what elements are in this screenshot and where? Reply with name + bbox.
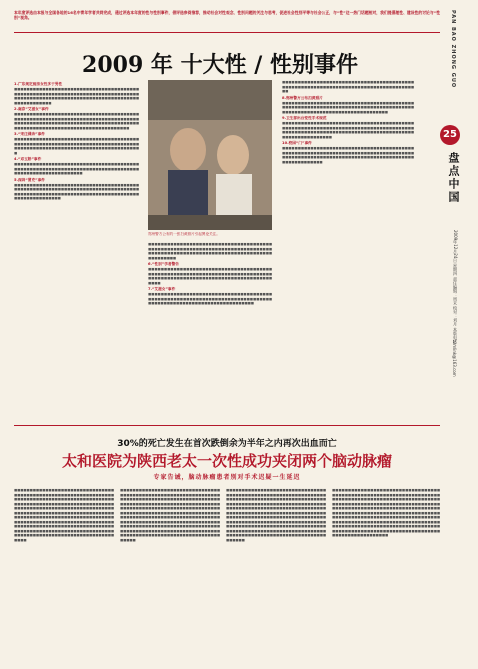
event-5-title: 5.深圳“冒充”事件 — [14, 177, 45, 182]
event-6-body: ■■■■■■■■■■■■■■■■■■■■■■■■■■■■■■■■■■■■■■■■■■■■■■■■■■■■■■■■■■■■■■■■■■■■■■■■■■■■■■■■■■■■■■■■■■■■■■■■■■■■■■■■■■■■■■■■■■■■■■■■■ — [148, 267, 272, 285]
event-9-title: 9.卫生部出台变性手术规范 — [282, 116, 327, 120]
lower-column-1: ■■■■■■■■■■■■■■■■■■■■■■■■■■■■■■■■■■■■■■■■■■■■■■■■■■■■■■■■■■■■■■■■■■■■■■■■■■■■■■■■■■■■■■■■■■■■■■■■■■■■■■■■■■■■■■■■■■■■■■■■■■■■■■■■■■■■■■■■■■■■■■■■■■■■■■■■■■■■■■■■■■■■■■■■■■■■■■■■■■■■■■■■■■■■■■■■■■■■■■■■■■■■■■■■■■■■■■■■■■■■■■■■■■■■■■■■■■■■■■■■■■■■■■■■■■■■■■■■■■■■■■■■■■■■■■■■■■■■■■■■■■■■■■■■■■■■■■■■■■■■■■■■■■■■■■■■■■■■■■■■■■■■■■■■■■■■■■■■■■■■■■■■■■■■■■■■■■■■ — [14, 488, 114, 542]
masthead-strip — [442, 2, 474, 122]
event-10-title: 10.校园“门”事件 — [282, 141, 312, 145]
event-10-body: ■■■■■■■■■■■■■■■■■■■■■■■■■■■■■■■■■■■■■■■■■■■■■■■■■■■■■■■■■■■■■■■■■■■■■■■■■■■■■■■■■■■■■■■■■■■■■■■■■■■■■■■■■■■■■■■■■■■■■■■■■■■■■■■■■■■■■■■■■■■ — [282, 146, 414, 164]
event-1-title: 1.广东规定厨房女性多于男性 — [14, 82, 63, 86]
event-3-body: ■■■■■■■■■■■■■■■■■■■■■■■■■■■■■■■■■■■■■■■■■■■■■■■■■■■■■■■■■■■■■■■■■■■■■■■■■■■■■■■■■■■■■■■■■■■■■■■■■■■■■■■■■■■■■■■■■■■■■■■■■ — [14, 137, 139, 155]
paper-name: PAN BAO ZHONG GUO — [450, 10, 456, 89]
column-2 — [148, 242, 272, 410]
photo-caption: 郑州警方公布的一张扫黄照片引起舆论关注。 — [148, 232, 220, 236]
news-photo — [148, 80, 272, 230]
event-4-title: 4.“邓玉娇”事件 — [14, 157, 42, 161]
event-2-body: ■■■■■■■■■■■■■■■■■■■■■■■■■■■■■■■■■■■■■■■■■■■■■■■■■■■■■■■■■■■■■■■■■■■■■■■■■■■■■■■■■■■■■■■■■■■■■■■■■■■■■■■■■■■■■■■■■■■■■■■■■■■■■■■■■■■■■■■■■■■■■■■■■■■■■■■■■■■■■ — [14, 112, 139, 130]
event-6-title: 6.“性别”学者警告 — [148, 262, 179, 266]
section-divider — [14, 425, 440, 426]
event-2-title: 2.南京“艾滋女”事件 — [14, 107, 49, 111]
lower-column-3: ■■■■■■■■■■■■■■■■■■■■■■■■■■■■■■■■■■■■■■■■■■■■■■■■■■■■■■■■■■■■■■■■■■■■■■■■■■■■■■■■■■■■■■■■■■■■■■■■■■■■■■■■■■■■■■■■■■■■■■■■■■■■■■■■■■■■■■■■■■■■■■■■■■■■■■■■■■■■■■■■■■■■■■■■■■■■■■■■■■■■■■■■■■■■■■■■■■■■■■■■■■■■■■■■■■■■■■■■■■■■■■■■■■■■■■■■■■■■■■■■■■■■■■■■■■■■■■■■■■■■■■■■■■■■■■■■■■■■■■■■■■■■■■■■■■■■■■■■■■■■■■■■■■■■■■■■■■■■■■■■■■■■■■■■■■■■■■■■■■■■■■■■■■■■■■■■■■■■■■ — [226, 488, 326, 542]
vertical-date: 2009年12月24日 星期四 责任编辑：周末 校对：刘月 本版电话： — [453, 230, 458, 348]
page-number-badge — [440, 125, 460, 145]
lower-subtitle: 30%的死亡发生在首次跌倒余为半年之内再次出血而亡 — [117, 439, 337, 449]
column-2-body: ■■■■■■■■■■■■■■■■■■■■■■■■■■■■■■■■■■■■■■■■■■■■■■■■■■■■■■■■■■■■■■■■■■■■■■■■■■■■■■■■■■■■■■■■■■■■■■■■■■■■■■■■■■■■■■■■■■■■■■■■■■■■■■ — [148, 242, 272, 260]
lower-byline: 专家告诫，脑动脉瘤患者别对手术迟疑一生延迟 — [153, 474, 301, 481]
event-8-body: ■■■■■■■■■■■■■■■■■■■■■■■■■■■■■■■■■■■■■■■■■■■■■■■■■■■■■■■■■■■■■■■■■■■■■■■■■■■■■■■■■■■■■■■■■■■■■■■■■■■■■■■■■■■■■■■■■■■■■■ — [282, 100, 414, 114]
photo-image — [148, 80, 272, 230]
event-5-body: ■■■■■■■■■■■■■■■■■■■■■■■■■■■■■■■■■■■■■■■■■■■■■■■■■■■■■■■■■■■■■■■■■■■■■■■■■■■■■■■■■■■■■■■■■■■■■■■■■■■■■■■■■■■■■■■■■■■■■■■■■■■■■■■■■■■■■■■ — [14, 182, 139, 200]
lower-column-2: ■■■■■■■■■■■■■■■■■■■■■■■■■■■■■■■■■■■■■■■■■■■■■■■■■■■■■■■■■■■■■■■■■■■■■■■■■■■■■■■■■■■■■■■■■■■■■■■■■■■■■■■■■■■■■■■■■■■■■■■■■■■■■■■■■■■■■■■■■■■■■■■■■■■■■■■■■■■■■■■■■■■■■■■■■■■■■■■■■■■■■■■■■■■■■■■■■■■■■■■■■■■■■■■■■■■■■■■■■■■■■■■■■■■■■■■■■■■■■■■■■■■■■■■■■■■■■■■■■■■■■■■■■■■■■■■■■■■■■■■■■■■■■■■■■■■■■■■■■■■■■■■■■■■■■■■■■■■■■■■■■■■■■■■■■■■■■■■■■■■■■■■■■■■■■■■■■■■■■ — [120, 488, 220, 542]
event-7-body: ■■■■■■■■■■■■■■■■■■■■■■■■■■■■■■■■■■■■■■■■■■■■■■■■■■■■■■■■■■■■■■■■■■■■■■■■■■■■■■■■■■■■■■■■■■■■■■■■■■■■■■■■■■■■■■■■ — [148, 292, 272, 305]
event-3-title: 3.“宋庄裸奔”事件 — [14, 132, 45, 136]
intro-band — [14, 10, 440, 33]
lower-title: 太和医院为陕西老太一次性成功夹闭两个脑动脉瘤 — [61, 452, 392, 470]
event-7-title: 7.“艾滋女”事件 — [148, 287, 176, 291]
event-4-body: ■■■■■■■■■■■■■■■■■■■■■■■■■■■■■■■■■■■■■■■■■■■■■■■■■■■■■■■■■■■■■■■■■■■■■■■■■■■■■■■■■■■■■■■■■■■■■■■■■■■■■■ — [14, 162, 139, 175]
event-9-body: ■■■■■■■■■■■■■■■■■■■■■■■■■■■■■■■■■■■■■■■■■■■■■■■■■■■■■■■■■■■■■■■■■■■■■■■■■■■■■■■■■■■■■■■■■■■■■■■■■■■■■■■■■■■■■■■■■■■■■■■■■■■■■■■■■■■■■■■■■■■■■■ — [282, 121, 414, 139]
lower-column-4: ■■■■■■■■■■■■■■■■■■■■■■■■■■■■■■■■■■■■■■■■■■■■■■■■■■■■■■■■■■■■■■■■■■■■■■■■■■■■■■■■■■■■■■■■■■■■■■■■■■■■■■■■■■■■■■■■■■■■■■■■■■■■■■■■■■■■■■■■■■■■■■■■■■■■■■■■■■■■■■■■■■■■■■■■■■■■■■■■■■■■■■■■■■■■■■■■■■■■■■■■■■■■■■■■■■■■■■■■■■■■■■■■■■■■■■■■■■■■■■■■■■■■■■■■■■■■■■■■■■■■■■■■■■■■■■■■■■■■■■■■■■■■■■■■■■■■■■■■■■■■■■■■■■■■■■■■■■■■■■■■■■■■■■■■■■■■■■■■■■■■■■■■■■■■■■■■■■■■■■ — [332, 488, 440, 537]
column-3-intro: ■■■■■■■■■■■■■■■■■■■■■■■■■■■■■■■■■■■■■■■■■■■■■■■■■■■■■■■■■■■■■■■■■■■■■■■■■■■■■■■■■■■■■■ — [282, 80, 414, 93]
page-title: 2009 年 十大性 / 性别事件 — [82, 52, 358, 78]
event-8-title: 8.郑州警方公布扫黄照片 — [282, 95, 323, 100]
event-1-body: ■■■■■■■■■■■■■■■■■■■■■■■■■■■■■■■■■■■■■■■■■■■■■■■■■■■■■■■■■■■■■■■■■■■■■■■■■■■■■■■■■■■■■■■■■■■■■■■■■■■■■■■■■■■■■■■■■■■■■■■■■■■■■■■■■■■■ — [14, 87, 139, 105]
column-1 — [14, 80, 139, 410]
vertical-email: zzmlink@163.com — [452, 340, 457, 377]
intro-text: 本年度评选由本报与全国各地的16名中青年学者共同完成，通过评选本年度的性与性别事件，借评选参阅推荐，推动社会对性观念、性别问题的关注与思考，促进社会性别平等与社会公正，与“性”这一热门话题相对，我们提倡理性、建设性的讨论与“性别”视角。 — [14, 10, 440, 21]
column-3 — [282, 80, 414, 410]
section-title: 盘点中国 — [447, 152, 460, 204]
page-number: 25 — [443, 129, 457, 140]
